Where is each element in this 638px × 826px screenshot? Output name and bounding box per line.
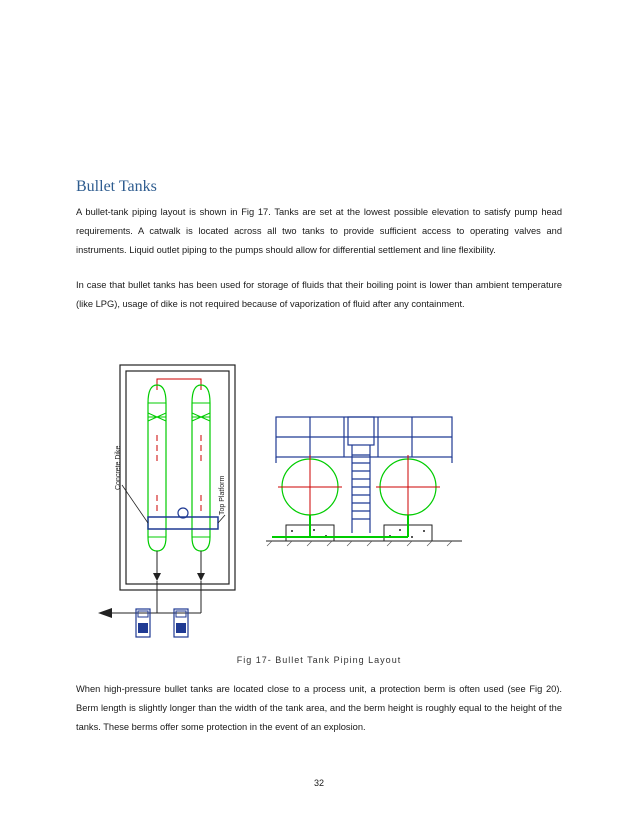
concrete-dike-label: Concrete Dike: [115, 445, 122, 490]
ground-hatch: [267, 541, 452, 546]
page-number: 32: [313, 778, 324, 788]
arrow-down-icon: [153, 573, 161, 581]
bullet-tank-elevation-view: [262, 405, 472, 555]
tank-2: [192, 385, 210, 551]
paragraph-3: When high-pressure bullet tanks are located close to a process unit, a protection berm is often used (see Fig 20). Berm length is slightly longer than the width of the tank area, and the berm height is roughly equal to the height of the tanks. These berms offer some protection in the event of an explosion.: [76, 684, 562, 732]
top-platform-label: Top Platform: [219, 475, 226, 515]
section-heading: Bullet Tanks: [76, 178, 157, 195]
ladder: [352, 445, 370, 533]
arrow-down-icon: [197, 573, 205, 581]
top-platform: [148, 517, 218, 529]
dike-inner: [126, 371, 229, 584]
tank-1: [148, 385, 166, 551]
outlet-pipe: [272, 515, 408, 537]
paragraph-2: In case that bullet tanks has been used for storage of fluids that their boiling point is lower than ambient temperature (like LPG), usage of dike is not required because of vaporization of fluid after any containment.: [76, 280, 562, 309]
figure-caption: Fig 17- Bullet Tank Piping Layout: [236, 655, 402, 665]
bullet-tank-plan-view: [90, 355, 250, 645]
paragraph-1: A bullet-tank piping layout is shown in Fig 17. Tanks are set at the lowest possible elevation to satisfy pump head requirements. A catwalk is located across all two tanks to provide sufficient access to operating valves and instruments. Liquid outlet piping to the pumps should allow for differential settlement and line flexibility.: [76, 207, 562, 255]
arrow-left-icon: [98, 608, 112, 618]
dike-outer: [120, 365, 235, 590]
catwalk: [276, 417, 452, 463]
tank-1-section: [278, 455, 342, 519]
tank-2-section: [376, 455, 440, 519]
